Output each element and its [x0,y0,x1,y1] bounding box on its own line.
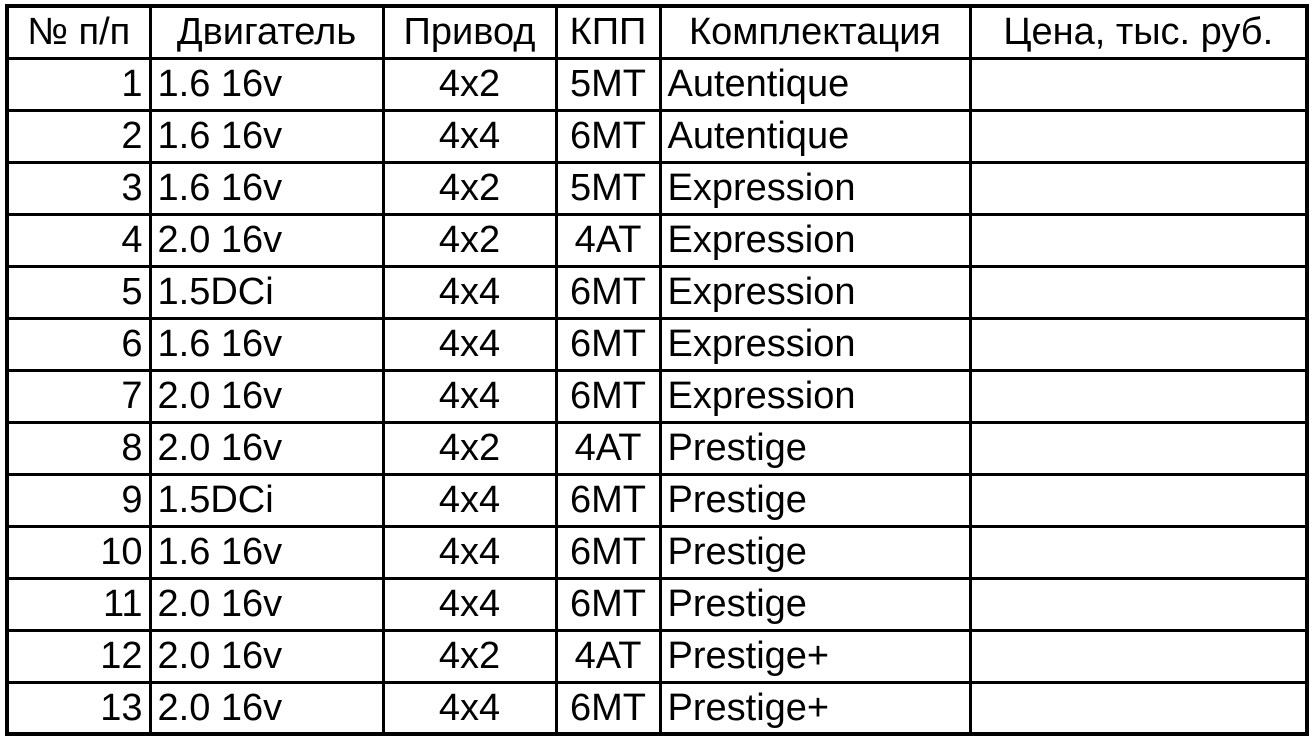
cell-price[interactable] [970,266,1307,318]
cell-drive: 4x4 [383,370,556,422]
cell-gearbox: 6MT [556,474,660,526]
cell-gearbox: 4AT [556,630,660,682]
cell-num: 3 [7,162,150,214]
cell-engine: 1.6 16v [150,526,383,578]
table-body [7,58,1307,734]
cell-price[interactable] [970,578,1307,630]
cell-price[interactable] [970,682,1307,734]
cell-price[interactable] [970,318,1307,370]
cell-num: 2 [7,110,150,162]
cell-gearbox: 6MT [556,318,660,370]
cell-engine: 1.6 16v [150,110,383,162]
cell-engine: 2.0 16v [150,682,383,734]
cell-trim: Prestige+ [660,682,970,734]
cell-drive: 4x2 [383,422,556,474]
cell-price[interactable] [970,422,1307,474]
cell-drive: 4x4 [383,110,556,162]
cell-drive: 4x2 [383,630,556,682]
table-row [7,162,1307,214]
cell-price[interactable] [970,474,1307,526]
cell-price[interactable] [970,58,1307,110]
cell-price[interactable] [970,630,1307,682]
cell-price[interactable] [970,526,1307,578]
cell-engine: 2.0 16v [150,214,383,266]
cell-drive: 4x4 [383,682,556,734]
cell-gearbox: 5MT [556,58,660,110]
cell-num: 8 [7,422,150,474]
cell-price[interactable] [970,162,1307,214]
price-table [5,4,1309,736]
cell-drive: 4x4 [383,578,556,630]
cell-drive: 4x4 [383,526,556,578]
cell-price[interactable] [970,110,1307,162]
cell-num: 1 [7,58,150,110]
table-row [7,266,1307,318]
cell-engine: 1.5DCi [150,266,383,318]
table-row [7,110,1307,162]
cell-price[interactable] [970,214,1307,266]
table-row [7,526,1307,578]
cell-engine: 2.0 16v [150,370,383,422]
table-row [7,318,1307,370]
cell-trim: Autentique [660,58,970,110]
cell-trim: Autentique [660,110,970,162]
header-num: № п/п [7,6,150,58]
header-price: Цена, тыс. руб. [970,6,1307,58]
cell-drive: 4x4 [383,266,556,318]
header-drive: Привод [383,6,556,58]
cell-trim: Prestige [660,474,970,526]
cell-num: 13 [7,682,150,734]
table-header-row [7,6,1307,58]
cell-engine: 1.6 16v [150,58,383,110]
cell-num: 4 [7,214,150,266]
cell-price[interactable] [970,370,1307,422]
header-trim: Комплектация [660,6,970,58]
cell-trim: Prestige [660,578,970,630]
cell-gearbox: 6MT [556,266,660,318]
table-row [7,682,1307,734]
table-row [7,630,1307,682]
table-row [7,370,1307,422]
cell-trim: Expression [660,266,970,318]
cell-trim: Expression [660,370,970,422]
header-gearbox: КПП [556,6,660,58]
cell-engine: 2.0 16v [150,578,383,630]
cell-engine: 1.6 16v [150,318,383,370]
header-engine: Двигатель [150,6,383,58]
cell-gearbox: 6MT [556,110,660,162]
cell-trim: Prestige+ [660,630,970,682]
cell-engine: 1.5DCi [150,474,383,526]
table-row [7,214,1307,266]
cell-trim: Expression [660,214,970,266]
cell-num: 7 [7,370,150,422]
table-row [7,422,1307,474]
cell-drive: 4x4 [383,318,556,370]
cell-gearbox: 4AT [556,422,660,474]
table-row [7,578,1307,630]
cell-drive: 4x4 [383,474,556,526]
cell-trim: Prestige [660,422,970,474]
cell-num: 11 [7,578,150,630]
cell-trim: Expression [660,162,970,214]
cell-engine: 2.0 16v [150,630,383,682]
cell-gearbox: 6MT [556,578,660,630]
cell-gearbox: 5MT [556,162,660,214]
cell-gearbox: 4AT [556,214,660,266]
cell-gearbox: 6MT [556,682,660,734]
table-row [7,474,1307,526]
cell-trim: Expression [660,318,970,370]
cell-num: 12 [7,630,150,682]
cell-num: 5 [7,266,150,318]
table-row [7,58,1307,110]
cell-trim: Prestige [660,526,970,578]
cell-drive: 4x2 [383,58,556,110]
cell-engine: 2.0 16v [150,422,383,474]
cell-engine: 1.6 16v [150,162,383,214]
cell-num: 10 [7,526,150,578]
cell-num: 9 [7,474,150,526]
cell-drive: 4x2 [383,162,556,214]
cell-gearbox: 6MT [556,526,660,578]
cell-drive: 4x2 [383,214,556,266]
cell-gearbox: 6MT [556,370,660,422]
cell-num: 6 [7,318,150,370]
